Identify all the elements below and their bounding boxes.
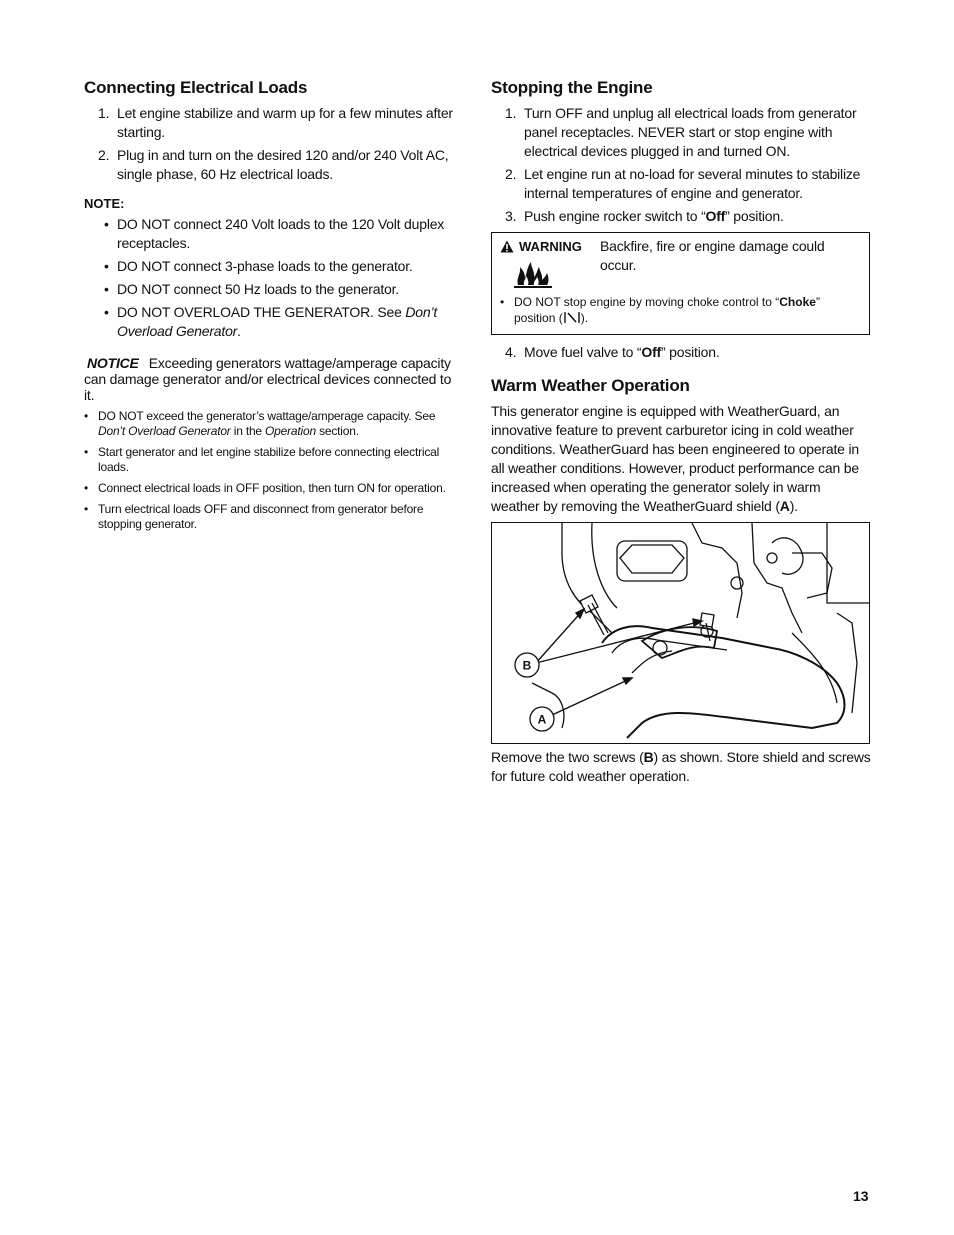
connecting-steps — [84, 104, 464, 184]
notice-text: Exceeding generators wattage/amperage capacity can damage generator and/or electrical devices connected to it. — [84, 355, 452, 403]
choke-symbol-icon — [563, 311, 581, 324]
warm-weather-paragraph: This generator engine is equipped with WeatherGuard, an innovative feature to prevent carburetor icing in cold weather conditions. WeatherGuard has been engineered to operate in all weather conditions. However, product performance can be increased when operating the generator solely in warm weather by removing the WeatherGuard shield (A). — [491, 403, 859, 514]
warning-box — [491, 232, 870, 335]
note-item: • DO NOT connect 50 Hz loads to the generator. — [104, 281, 399, 297]
step-item: 2. Plug in and turn on the desired 120 and/or 240 Volt AC, single phase, 60 Hz electrical loads. — [98, 147, 449, 182]
notice-bullets — [84, 409, 464, 532]
page-number: 13 — [853, 1188, 869, 1204]
notice-bullet: • Connect electrical loads in OFF position, then turn ON for operation. — [84, 481, 446, 495]
notice-bullet: • Turn electrical loads OFF and disconnect from generator before stopping generator. — [84, 502, 424, 531]
step-item: 1. Let engine stabilize and warm up for a few minutes after starting. — [98, 105, 453, 140]
figure-caption: Remove the two screws (B) as shown. Store shield and screws for future cold weather operation. — [491, 749, 871, 784]
notice-bullet: • Start generator and let engine stabilize before connecting electrical loads. — [84, 445, 440, 474]
notice-bullet: • DO NOT exceed the generator’s wattage/amperage capacity. See Don’t Overload Generator in the Operation section. — [84, 409, 436, 438]
right-column — [491, 78, 871, 786]
left-column — [84, 78, 464, 538]
step-item: 4. Move fuel valve to “Off” position. — [505, 344, 720, 360]
weatherguard-figure — [491, 522, 870, 744]
section-heading-connecting-loads: Connecting Electrical Loads — [84, 78, 308, 97]
step-item: 1. Turn OFF and unplug all electrical loads from generator panel receptacles. NEVER start or stop engine with electrical devices plugged in and turned ON. — [505, 105, 857, 159]
notice-block — [84, 355, 464, 403]
notice-tag: NOTICE — [87, 355, 139, 371]
warning-label: WARNING — [500, 239, 600, 254]
note-list — [84, 215, 464, 341]
step-item: 2. Let engine run at no-load for several minutes to stabilize internal temperatures of engine and generator. — [505, 166, 861, 201]
section-heading-warm-weather: Warm Weather Operation — [491, 376, 690, 395]
section-heading-stopping-engine: Stopping the Engine — [491, 78, 653, 97]
warning-triangle-icon — [500, 240, 514, 253]
callout-b: B — [522, 658, 532, 673]
warning-text: Backfire, fire or engine damage could occur. — [600, 238, 825, 273]
note-label: NOTE: — [84, 196, 125, 211]
engine-shield-illustration — [492, 523, 869, 743]
note-item: • DO NOT OVERLOAD THE GENERATOR. See Don’t Overload Generator. — [104, 304, 438, 339]
fire-icon — [512, 258, 554, 288]
stopping-steps-cont — [491, 343, 871, 362]
note-item: • DO NOT connect 3-phase loads to the generator. — [104, 258, 413, 274]
note-item: • DO NOT connect 240 Volt loads to the 120 Volt duplex receptacles. — [104, 216, 445, 251]
step-item: 3. Push engine rocker switch to “Off” position. — [505, 208, 784, 224]
callout-a: A — [537, 712, 547, 727]
stopping-steps — [491, 104, 871, 226]
warning-bullet: • DO NOT stop engine by moving choke control to “Choke” position ( ). — [500, 295, 820, 325]
